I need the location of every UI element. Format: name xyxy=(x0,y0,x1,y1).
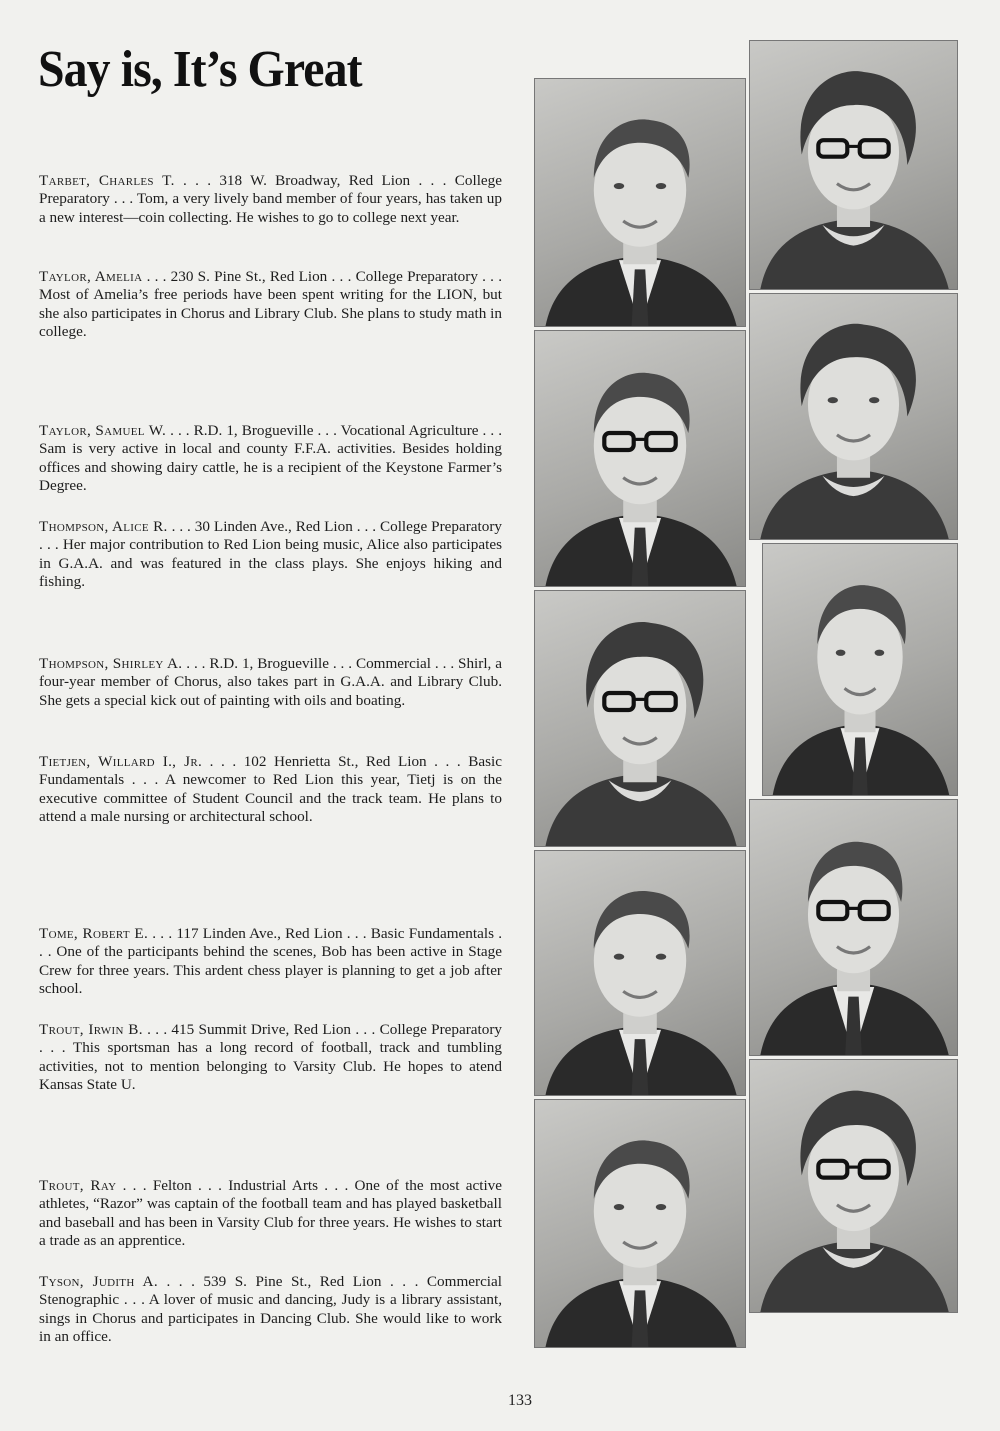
senior-portrait xyxy=(749,799,958,1056)
senior-portrait xyxy=(749,1059,958,1313)
senior-description: . . . 102 Henrietta St., Red Lion . . . Basic Fundamentals . . . A newcomer to Red Lion this year, Tietj is on the executive committee of Student Council and the track team. He plans to attend a male nursing or architectural school. xyxy=(39,753,502,825)
senior-portrait xyxy=(749,293,958,540)
senior-description: . . . 117 Linden Ave., Red Lion . . . Basic Fundamentals . . . One of the participants behind the scenes, Bob has been active in Stage Crew for three years. This ardent chess player is planning to get a job after school. xyxy=(39,925,502,997)
senior-description: . . . R.D. 1, Brogueville . . . Commercial . . . Shirl, a four-year member of Chorus, also takes part in G.A.A. and Library Club. She gets a special kick out of painting with oils and boating. xyxy=(39,655,502,709)
senior-description: . . . 230 S. Pine St., Red Lion . . . College Preparatory . . . Most of Amelia’s free periods have been spent writing for the LION, but she also participates in Chorus and Library Club. She plans to study math in college. xyxy=(39,268,503,340)
senior-portrait xyxy=(534,850,746,1096)
senior-name: Taylor, Amelia xyxy=(39,268,143,285)
senior-entry xyxy=(39,925,502,998)
senior-entry xyxy=(39,1021,502,1094)
senior-name: Trout, Irwin B. xyxy=(39,1021,143,1038)
senior-portrait xyxy=(749,40,958,290)
senior-entry xyxy=(39,1273,502,1346)
senior-entry xyxy=(39,268,502,341)
senior-description: . . . 415 Summit Drive, Red Lion . . . College Preparatory . . . This sportsman has a long record of football, track and tumbling activities, not to mention belonging to Varsity Club. He hopes to atend Kansas State U. xyxy=(39,1021,502,1093)
senior-entry xyxy=(39,655,502,710)
senior-name: Trout, Ray xyxy=(39,1177,117,1194)
senior-name: Tarbet, Charles T. xyxy=(39,172,175,189)
senior-description: . . . Felton . . . Industrial Arts . . . One of the most active athletes, “Razor” was captain of the football team and has played basketball and baseball and has been in Varsity Club for three years. He wishes to start a trade as an apprentice. xyxy=(39,1177,502,1249)
senior-entry xyxy=(39,753,502,826)
senior-description: . . . 30 Linden Ave., Red Lion . . . College Preparatory . . . Her major contribution to Red Lion being music, Alice also participates in G.A.A. and was featured in the class plays. She enjoys hiking and fishing. xyxy=(39,518,502,590)
senior-name: Tyson, Judith A. xyxy=(39,1273,158,1290)
page-title: Say is, It’s Great xyxy=(38,41,362,98)
senior-name: Thompson, Shirley A. xyxy=(39,655,183,672)
senior-portrait xyxy=(762,543,958,796)
senior-entry xyxy=(39,172,502,227)
senior-description: . . . R.D. 1, Brogueville . . . Vocational Agriculture . . . Sam is very active in local and county F.F.A. activities. Besides holding offices and showing dairy cattle, he is a recipient of the Keystone Farmer’s Degree. xyxy=(39,422,502,494)
senior-name: Thompson, Alice R. xyxy=(39,518,168,535)
senior-portrait xyxy=(534,590,746,847)
page-number: 133 xyxy=(508,1392,532,1409)
senior-description: . . . 318 W. Broadway, Red Lion . . . College Preparatory . . . Tom, a very lively band member of four years, has taken up a new interest—coin collecting. He wishes to go to college next year. xyxy=(39,172,502,226)
senior-name: Tietjen, Willard I., Jr. xyxy=(39,753,203,770)
senior-entry xyxy=(39,422,502,495)
senior-description: . . . 539 S. Pine St., Red Lion . . . Commercial Stenographic . . . A lover of music and dancing, Judy is a library assistant, sings in Chorus and participates in Dancing Club. She would like to work in an office. xyxy=(39,1273,502,1345)
senior-name: Taylor, Samuel W. xyxy=(39,422,167,439)
senior-portrait xyxy=(534,1099,746,1348)
senior-entry xyxy=(39,518,502,591)
senior-portrait xyxy=(534,78,746,327)
senior-portrait xyxy=(534,330,746,587)
senior-entry xyxy=(39,1177,502,1250)
senior-name: Tome, Robert E. xyxy=(39,925,149,942)
